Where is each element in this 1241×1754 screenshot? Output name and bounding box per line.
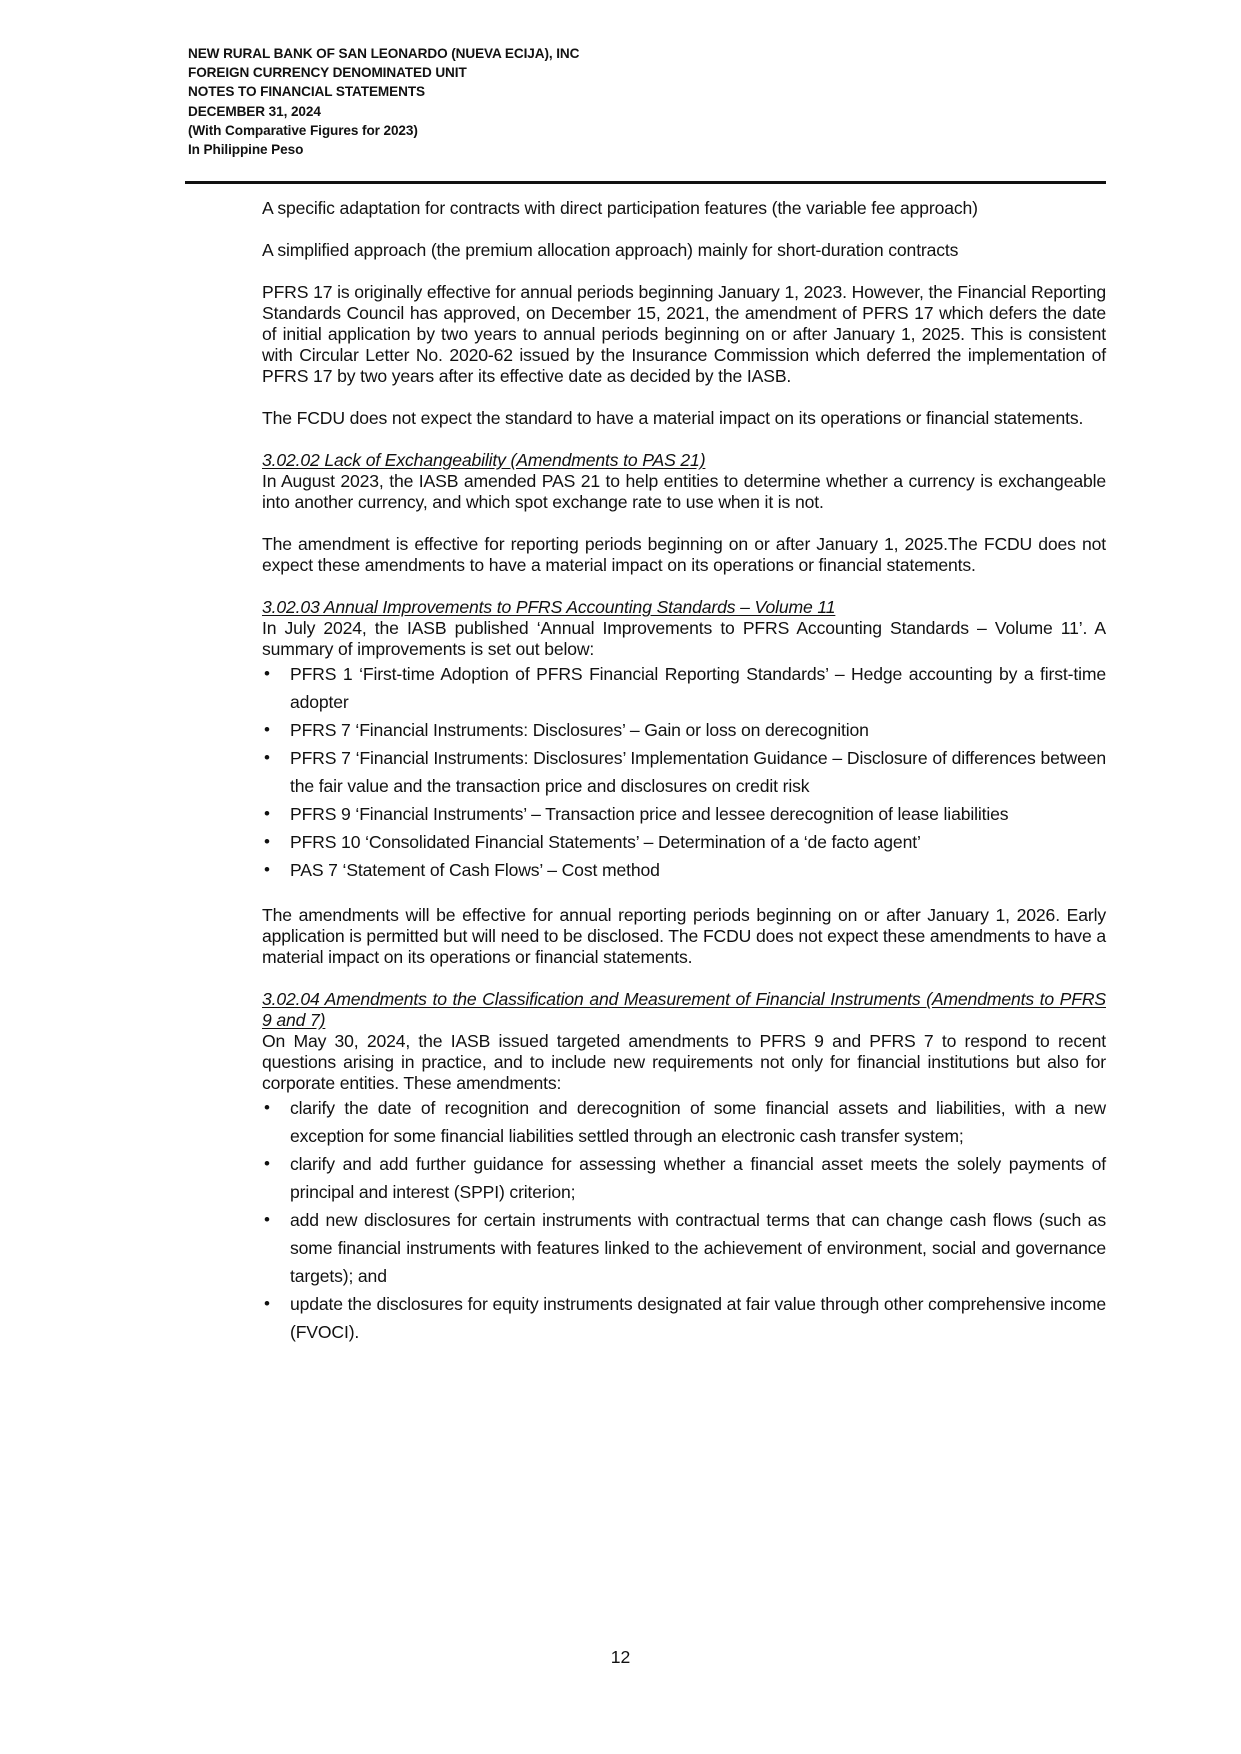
paragraph-variable-fee-approach: A specific adaptation for contracts with direct participation features (the variable fee approach) [262, 198, 978, 218]
header-comparative-note: (With Comparative Figures for 2023) [188, 122, 418, 138]
paragraph-premium-allocation-approach: A simplified approach (the premium allocation approach) mainly for short-duration contracts [262, 240, 959, 260]
header-currency: In Philippine Peso [188, 142, 304, 158]
header-divider [185, 181, 1106, 184]
list-item: • PAS 7 ‘Statement of Cash Flows’ – Cost method [262, 856, 1106, 884]
section-heading-3-02-03: 3.02.03 Annual Improvements to PFRS Accounting Standards – Volume 11 [262, 597, 836, 617]
list-item: • PFRS 1 ‘First-time Adoption of PFRS Financial Reporting Standards’ – Hedge accounting by a first-time adopter [262, 660, 1106, 716]
paragraph-pfrs17-impact: The FCDU does not expect the standard to have a material impact on its operations or financial statements. [262, 408, 1084, 428]
header-company-name: NEW RURAL BANK OF SAN LEONARDO (NUEVA ECIJA), INC [188, 46, 580, 61]
paragraph-annual-improvements-effective: The amendments will be effective for annual reporting periods beginning on or after January 1, 2026. Early application is permitted but will need to be disclosed. The FCDU does not expect these amendments to have a material impact on its operations or financial statements. [262, 905, 1106, 967]
page-number: 12 [610, 1647, 631, 1667]
list-item: • update the disclosures for equity instruments designated at fair value through other comprehensive income (FVOCI). [262, 1290, 1106, 1346]
paragraph-pas21-amendment: In August 2023, the IASB amended PAS 21 to help entities to determine whether a currency is exchangeable into another currency, and which spot exchange rate to use when it is not. [262, 471, 1106, 512]
section-heading-3-02-04: 3.02.04 Amendments to the Classification and Measurement of Financial Instruments (Amendments to PFRS 9 and 7) [262, 989, 1106, 1030]
list-item: • clarify and add further guidance for assessing whether a financial asset meets the solely payments of principal and interest (SPPI) criterion; [262, 1150, 1106, 1206]
pfrs9-7-amendments-list [262, 1094, 1106, 1346]
list-item: • PFRS 10 ‘Consolidated Financial Statements’ – Determination of a ‘de facto agent’ [262, 828, 1106, 856]
paragraph-pfrs9-7-intro: On May 30, 2024, the IASB issued targeted amendments to PFRS 9 and PFRS 7 to respond to recent questions arising in practice, and to include new requirements not only for financial institutions but also for corporate entities. These amendments: [262, 1031, 1106, 1093]
document-header [188, 44, 579, 159]
list-item: • PFRS 9 ‘Financial Instruments’ – Transaction price and lessee derecognition of lease liabilities [262, 800, 1106, 828]
list-item: • clarify the date of recognition and derecognition of some financial assets and liabilities, with a new exception for some financial liabilities settled through an electronic cash transfer system; [262, 1094, 1106, 1150]
list-item: • add new disclosures for certain instruments with contractual terms that can change cash flows (such as some financial instruments with features linked to the achievement of environment, social and governance targets); and [262, 1206, 1106, 1290]
annual-improvements-list [262, 660, 1106, 884]
paragraph-pas21-impact: The amendment is effective for reporting periods beginning on or after January 1, 2025.The FCDU does not expect these amendments to have a material impact on its operations or financial statements. [262, 534, 1106, 575]
header-unit-name: FOREIGN CURRENCY DENOMINATED UNIT [188, 65, 467, 81]
header-date: DECEMBER 31, 2024 [188, 103, 321, 119]
paragraph-annual-improvements-intro: In July 2024, the IASB published ‘Annual Improvements to PFRS Accounting Standards – Volume 11’. A summary of improvements is set out below: [262, 618, 1106, 659]
document-body [262, 198, 1106, 1346]
paragraph-pfrs17-effective-date: PFRS 17 is originally effective for annual periods beginning January 1, 2023. However, the Financial Reporting Standards Council has approved, on December 15, 2021, the amendment of PFRS 17 which defers the date of initial application by two years to annual periods beginning on or after January 1, 2025. This is consistent with Circular Letter No. 2020-62 issued by the Insurance Commission which deferred the implementation of PFRS 17 by two years after its effective date as decided by the IASB. [262, 282, 1106, 386]
header-statement-title: NOTES TO FINANCIAL STATEMENTS [188, 84, 426, 100]
list-item: • PFRS 7 ‘Financial Instruments: Disclosures’ Implementation Guidance – Disclosure of differences between the fair value and the transaction price and disclosures on credit risk [262, 744, 1106, 800]
list-item: • PFRS 7 ‘Financial Instruments: Disclosures’ – Gain or loss on derecognition [262, 716, 1106, 744]
section-heading-3-02-02: 3.02.02 Lack of Exchangeability (Amendments to PAS 21) [262, 450, 706, 470]
